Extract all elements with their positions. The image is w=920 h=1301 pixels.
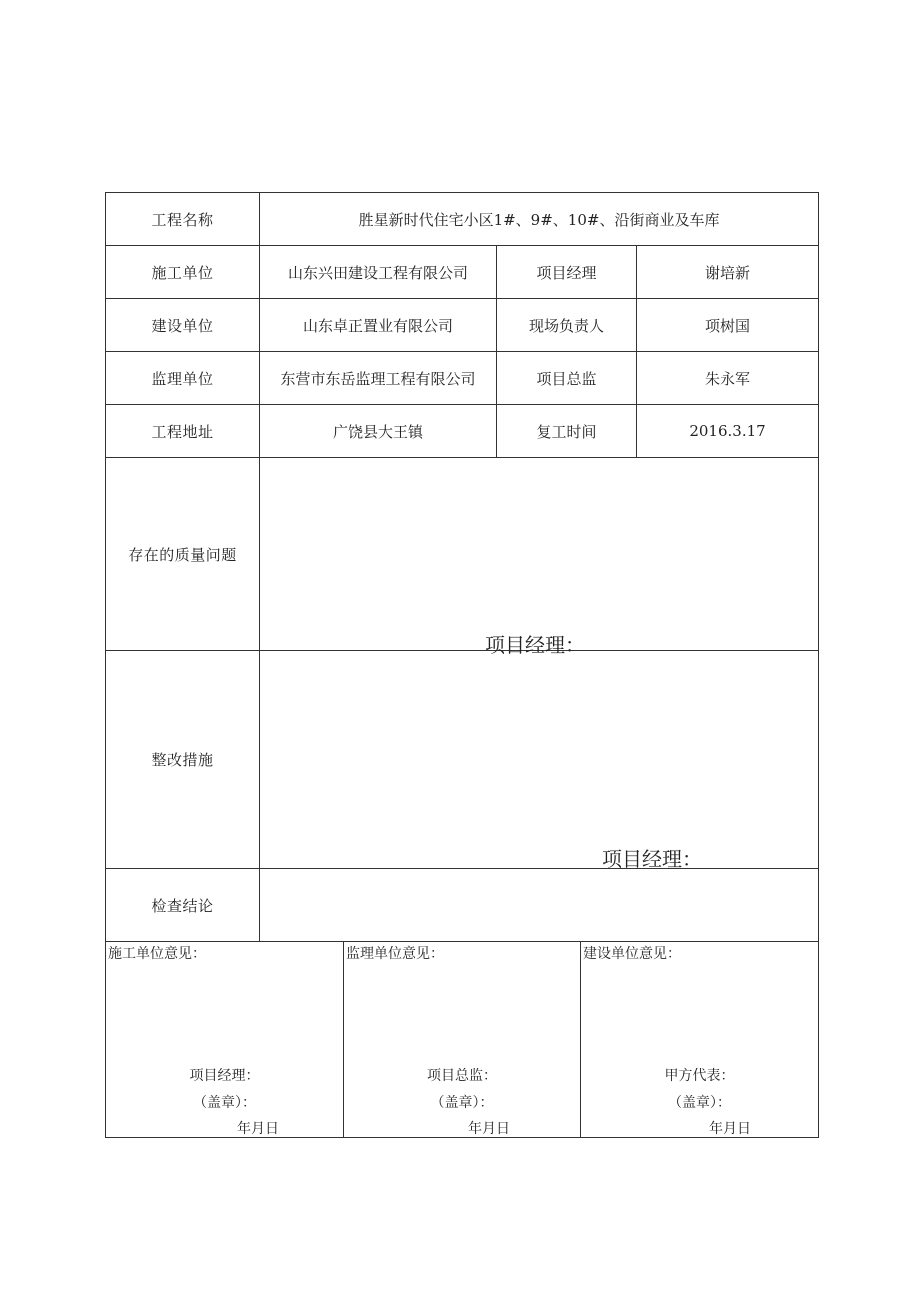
project-address-value: 广饶县大王镇 [260,405,497,458]
construction-opinion-date: 年月日 [237,1121,279,1137]
supervision-opinion-heading: 监理单位意见： [346,946,444,962]
site-leader-label: 现场负责人 [497,299,637,352]
project-info-table [105,192,819,942]
row-project-address [106,405,819,458]
supervision-opinion-date: 年月日 [468,1121,510,1137]
developer-unit-label: 建设单位 [106,299,260,352]
supervision-opinion-sign: 项目总监： [427,1068,497,1084]
row-construction-unit [106,246,819,299]
construction-opinion-seal: （盖章）： [193,1095,256,1111]
resume-time-value: 2016.3.17 [637,405,819,458]
project-name-value: 胜星新时代住宅小区1#、9#、10#、沿街商业及车库 [260,193,819,246]
rectification-sign-label: 项目经理： [602,847,702,871]
supervision-unit-label: 监理单位 [106,352,260,405]
row-rectification [106,651,819,869]
opinions-table [105,941,819,1138]
row-conclusion [106,869,819,942]
row-quality-issues [106,458,819,651]
construction-opinion-heading: 施工单位意见： [108,946,206,962]
supervision-opinion-seal: （盖章）： [430,1095,494,1111]
row-developer-unit [106,299,819,352]
project-manager-value: 谢培新 [637,246,819,299]
developer-opinion-heading: 建设单位意见： [583,946,681,962]
resume-time-label: 复工时间 [497,405,637,458]
developer-opinion-sign: 甲方代表： [664,1068,735,1084]
rectification-field[interactable] [260,651,819,869]
project-address-label: 工程地址 [106,405,260,458]
quality-issues-label: 存在的质量问题 [106,458,260,651]
chief-supervisor-value: 朱永军 [637,352,819,405]
supervision-unit-value: 东营市东岳监理工程有限公司 [260,352,497,405]
conclusion-label: 检查结论 [106,869,260,942]
chief-supervisor-label: 项目总监 [497,352,637,405]
project-manager-label: 项目经理 [497,246,637,299]
construction-unit-label: 施工单位 [106,246,260,299]
developer-opinion-date: 年月日 [709,1121,751,1137]
opinions-row [106,942,819,1138]
site-leader-value: 项树国 [637,299,819,352]
inspection-form [105,192,818,1138]
conclusion-field[interactable] [260,869,819,942]
quality-issues-field[interactable] [260,458,819,657]
project-name-label: 工程名称 [106,193,260,246]
developer-opinion-cell[interactable] [581,942,819,1138]
rectification-label: 整改措施 [106,651,260,869]
construction-opinion-sign: 项目经理： [189,1068,260,1084]
construction-unit-value: 山东兴田建设工程有限公司 [260,246,497,299]
construction-opinion-cell[interactable] [106,942,344,1138]
quality-issues-sign-label: 项目经理： [485,633,585,657]
supervision-opinion-cell[interactable] [344,942,581,1138]
developer-unit-value: 山东卓正置业有限公司 [260,299,497,352]
row-project-name [106,193,819,246]
developer-opinion-seal: （盖章）： [668,1095,731,1111]
row-supervision-unit [106,352,819,405]
